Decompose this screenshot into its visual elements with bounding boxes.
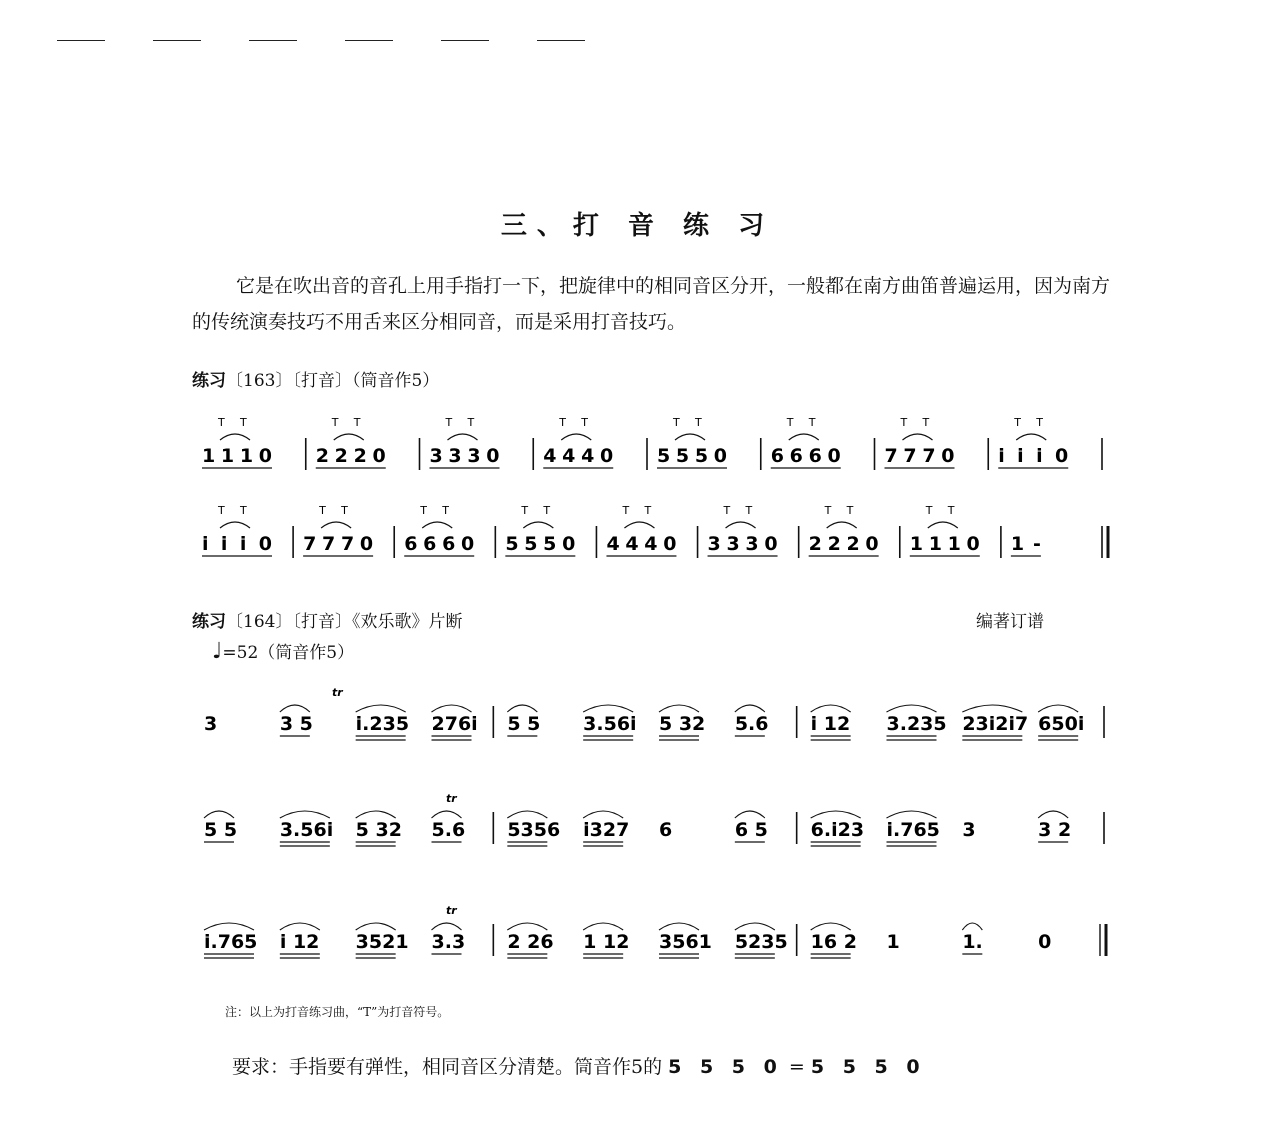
tap-mark: T (1036, 416, 1043, 429)
slur (811, 811, 861, 818)
slur (659, 923, 699, 930)
note-group: i.235 (355, 713, 410, 735)
slur (1016, 434, 1046, 440)
measure-notes: 1 1 1 0 (909, 533, 980, 555)
tap-mark: T (240, 416, 247, 429)
slur (624, 522, 654, 528)
slur (280, 705, 310, 712)
note-group: 6 5 (734, 819, 768, 841)
measure-notes: 2 2 2 0 (315, 445, 386, 467)
slur (789, 434, 819, 440)
note-group: 276i (431, 713, 478, 735)
measure-notes: i i i 0 (998, 445, 1069, 467)
slur (448, 434, 478, 440)
tap-mark: T (218, 504, 225, 517)
slur (220, 522, 250, 528)
slur (583, 923, 623, 930)
tap-mark: T (581, 416, 588, 429)
slur (422, 522, 452, 528)
requirement-example-right: 5 5 5 0 (810, 1056, 926, 1078)
score-row-1 (196, 414, 1116, 484)
slur (220, 434, 250, 440)
note-group: 3.3 (431, 931, 466, 953)
measure-notes: 3 3 3 0 (707, 533, 778, 555)
page-title: 三、打 音 练 习 (500, 211, 775, 241)
note-group: 5 32 (659, 713, 706, 735)
measure-notes: 2 2 2 0 (808, 533, 879, 555)
slur (659, 705, 699, 712)
measure-notes: 4 4 4 0 (606, 533, 677, 555)
tempo-text: =52（筒音作5） (222, 643, 355, 663)
exercise-164-heading (192, 607, 462, 632)
slur (735, 811, 765, 818)
credit-text: 编著订谱 (976, 612, 1044, 632)
note-group: 23i2i7 (962, 713, 1029, 735)
note-group: 3521 (355, 931, 409, 953)
note-group: 5 32 (355, 819, 402, 841)
note-group: 3.235 (886, 713, 947, 735)
slur (356, 705, 406, 712)
slur (675, 434, 705, 440)
tap-mark: T (218, 416, 225, 429)
slur (962, 705, 1022, 712)
tap-mark: T (543, 504, 551, 517)
requirement-equals: = (788, 1056, 805, 1078)
slur (811, 923, 851, 930)
top-rule-5 (441, 40, 489, 41)
score-row-4 (196, 788, 1116, 858)
tap-mark: T (521, 504, 529, 517)
tap-mark: T (925, 504, 933, 517)
tap-mark: T (673, 416, 680, 429)
measure-notes: 5 5 5 0 (657, 445, 727, 467)
note-group: 0 (1038, 931, 1052, 953)
note-group: 1 12 (583, 931, 630, 953)
note-group: 1 (886, 931, 900, 953)
tap-mark: T (445, 416, 453, 429)
tap-mark: T (1014, 416, 1021, 429)
slur (523, 522, 553, 528)
measure-notes: 6 6 6 0 (404, 533, 475, 555)
measure-notes: 6 6 6 0 (770, 445, 841, 467)
slur (811, 705, 851, 712)
slur (432, 923, 462, 930)
note-group: 3 (962, 819, 976, 841)
note-group: 6 (659, 819, 673, 841)
tap-mark: T (559, 416, 566, 429)
slur (280, 811, 330, 818)
note-group: i327 (583, 819, 630, 841)
requirement-line (232, 1052, 926, 1079)
tap-mark: T (824, 504, 832, 517)
note-group: 650i (1038, 713, 1085, 735)
slur (507, 811, 547, 818)
tap-mark: T (622, 504, 630, 517)
requirement-text: 要求：手指要有弹性，相同音区分清楚。筒音作5的 (232, 1056, 663, 1078)
note-group: 3561 (659, 931, 712, 953)
slur (432, 811, 462, 818)
measure-notes: 7 7 7 0 (303, 533, 374, 555)
note-group: i 12 (279, 931, 320, 953)
note-group: 3.56i (583, 713, 637, 735)
measure-notes: 7 7 7 0 (884, 445, 955, 467)
note-group: i.765 (204, 931, 258, 953)
tap-mark: T (846, 504, 854, 517)
slur (204, 923, 254, 930)
trill-mark: tr (446, 904, 457, 917)
note-group: 6.i23 (810, 819, 865, 841)
measure-notes: 1 - (1010, 533, 1041, 555)
note-group: 3 2 (1038, 819, 1072, 841)
top-rule-6 (537, 40, 585, 41)
note-group: 3 (204, 713, 218, 735)
exercise-163-title: 〔163〕〔打音〕（筒音作5） (226, 371, 440, 391)
slur (334, 434, 364, 440)
tap-mark: T (240, 504, 247, 517)
measure-notes: 5 5 5 0 (505, 533, 576, 555)
measure-notes: 4 4 4 0 (543, 445, 614, 467)
slur (583, 811, 623, 818)
slur (321, 522, 351, 528)
slur (356, 923, 396, 930)
intro-paragraph: 它是在吹出音的音孔上用手指打一下，把旋律中的相同音区分开，一般都在南方曲笛普遍运用，因为南方的传统演奏技巧不用舌来区分相同音，而是采用打音技巧。 (192, 275, 1111, 333)
slur (903, 434, 933, 440)
note-group: i.765 (886, 819, 940, 841)
slur (887, 811, 937, 818)
tap-mark: T (723, 504, 731, 517)
slur (1038, 705, 1078, 712)
slur (204, 811, 234, 818)
exercise-163-heading (192, 366, 439, 391)
slur (432, 705, 472, 712)
slur (507, 923, 547, 930)
slur (583, 705, 633, 712)
measure-notes: i i i 0 (202, 533, 272, 555)
trill-mark: tr (332, 686, 343, 699)
slur (1038, 811, 1068, 818)
tap-mark: T (467, 416, 475, 429)
tap-mark: T (745, 504, 753, 517)
tap-mark: T (695, 416, 702, 429)
tap-mark: T (808, 416, 816, 429)
tap-mark: T (353, 416, 361, 429)
trill-mark: tr (446, 792, 457, 805)
requirement-example-left: 5 5 5 0 (668, 1056, 783, 1078)
exercise-164-label: 练习 (192, 612, 226, 632)
note-group: 3 5 (279, 713, 313, 735)
note-group: 3.56i (279, 819, 334, 841)
tap-mark: T (331, 416, 339, 429)
score-row-5 (196, 900, 1116, 970)
note-group: 5356 (507, 819, 561, 841)
top-rule-3 (249, 40, 297, 41)
tap-mark: T (341, 504, 348, 517)
tap-mark: T (900, 416, 908, 429)
tap-mark: T (442, 504, 449, 517)
tempo-marking (212, 638, 354, 664)
tap-mark: T (786, 416, 794, 429)
note-group: 1. (962, 931, 983, 953)
note-group: 5.6 (734, 713, 769, 735)
note-group: 5 5 (204, 819, 238, 841)
slur (887, 705, 937, 712)
tap-mark: T (420, 504, 427, 517)
note-group: 5235 (734, 931, 788, 953)
exercise-164-title: 〔164〕〔打音〕《欢乐歌》片断 (226, 612, 463, 632)
measure-notes: 3 3 3 0 (429, 445, 500, 467)
slur (827, 522, 857, 528)
slur (561, 434, 591, 440)
score-row-3 (196, 682, 1116, 752)
slur (726, 522, 756, 528)
note-group: 2 26 (507, 931, 554, 953)
slur (356, 811, 396, 818)
top-rule-1 (57, 40, 105, 41)
note-group: 16 2 (810, 931, 857, 953)
footnote: 注：以上为打音练习曲，“T”为打音符号。 (225, 1005, 450, 1019)
top-rule-2 (153, 40, 201, 41)
slur (735, 705, 765, 712)
note-group: 5.6 (431, 819, 466, 841)
quarter-note-icon: ♩ (212, 639, 223, 664)
slur (928, 522, 958, 528)
note-group: 5 5 (507, 713, 541, 735)
tap-mark: T (319, 504, 326, 517)
tap-mark: T (644, 504, 652, 517)
slur (962, 923, 982, 930)
score-row-2 (196, 502, 1116, 572)
slur (735, 923, 775, 930)
tap-mark: T (922, 416, 930, 429)
note-group: i 12 (810, 713, 851, 735)
slur (507, 705, 537, 712)
top-rule-4 (345, 40, 393, 41)
slur (280, 923, 320, 930)
measure-notes: 1 1 1 0 (202, 445, 272, 467)
exercise-163-label: 练习 (192, 371, 226, 391)
tap-mark: T (947, 504, 955, 517)
